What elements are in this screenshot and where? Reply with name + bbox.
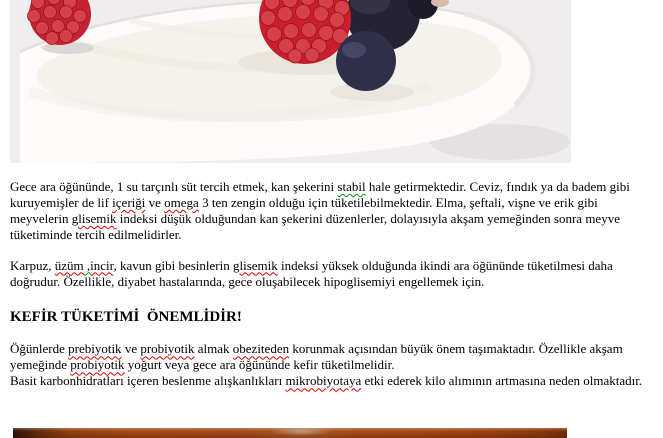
misspelled-word: üzüm <box>54 257 84 273</box>
misspelled-word: glisemik <box>71 210 117 226</box>
misspelled-word: omega <box>164 194 199 210</box>
body-paragraph-1 <box>10 179 656 243</box>
grammar-flagged-word: , <box>83 257 91 273</box>
text-run: Basit karbonhidratları içeren beslenme alışkanlıkları <box>10 373 286 389</box>
misspelled-word: mikrobiyotaya <box>285 373 362 389</box>
text-run: hale getirmektedir. Ceviz, fındık ya da badem gibi kuruyemişler de lif <box>10 179 630 210</box>
text-run: korunmak açısından büyük önem taşımaktadır. Özellikle akşam yemeğinde <box>10 341 623 373</box>
text-run: indeksi düşük olduğundan kan şekerini düzenlerler, dolayısıyla akşam yemeğinden sonra meyve tüketiminde tercih edilmelidirler. <box>10 210 620 242</box>
misspelled-word: obeziteden <box>232 341 290 357</box>
misspelled-word: probiyotik <box>70 357 125 373</box>
section-heading: KEFİR TÜKETİMİ ÖNEMLİDİR! <box>10 309 242 326</box>
text-run: Öğünlerde <box>10 341 69 357</box>
grammar-flagged-word: stabil <box>337 179 366 194</box>
body-paragraph-2 <box>10 258 656 290</box>
yogurt-bowl-illustration <box>10 0 571 163</box>
misspelled-word: glisemik <box>232 257 278 273</box>
misspelled-word: probiyotik <box>140 341 195 357</box>
text-run: , kavun gibi besinlerin <box>113 257 233 273</box>
text-run: ve <box>121 341 141 357</box>
text-run: Karpuz, <box>10 257 55 273</box>
document-body <box>10 179 656 404</box>
text-run: indeksi yüksek olduğunda ikindi ara öğününde tüketilmesi daha doğrudur. Özellikle, diyabet hastalarında, gece oluşabilecek hipoglisemiyi engellemek için. <box>10 257 613 289</box>
misspelled-word: prebiyotik <box>68 341 122 357</box>
misspelled-word: içeriği <box>112 194 146 210</box>
text-run: Gece ara öğününde, 1 su tarçınlı süt tercih etmek, kan şekerini <box>10 179 338 194</box>
blueberry-lower <box>336 31 396 91</box>
text-run: etki ederek kilo alımının artmasına neden olmaktadır. <box>361 373 643 389</box>
body-paragraph-3 <box>10 341 656 389</box>
wooden-table-photo-edge <box>13 428 567 438</box>
text-run: almak <box>194 341 233 357</box>
text-run: ve <box>145 194 165 210</box>
text-run: yoğurt veya gece ara öğününde kefir tüketilmelidir. <box>124 357 395 373</box>
misspelled-word: incir <box>90 257 114 273</box>
text-run: 3 ten zengin olduğu için tüketilebilmektedir. Elma, şeftali, vişne ve erik gibi meyvelerin <box>10 194 598 226</box>
yogurt-bowl-photo <box>10 0 571 163</box>
